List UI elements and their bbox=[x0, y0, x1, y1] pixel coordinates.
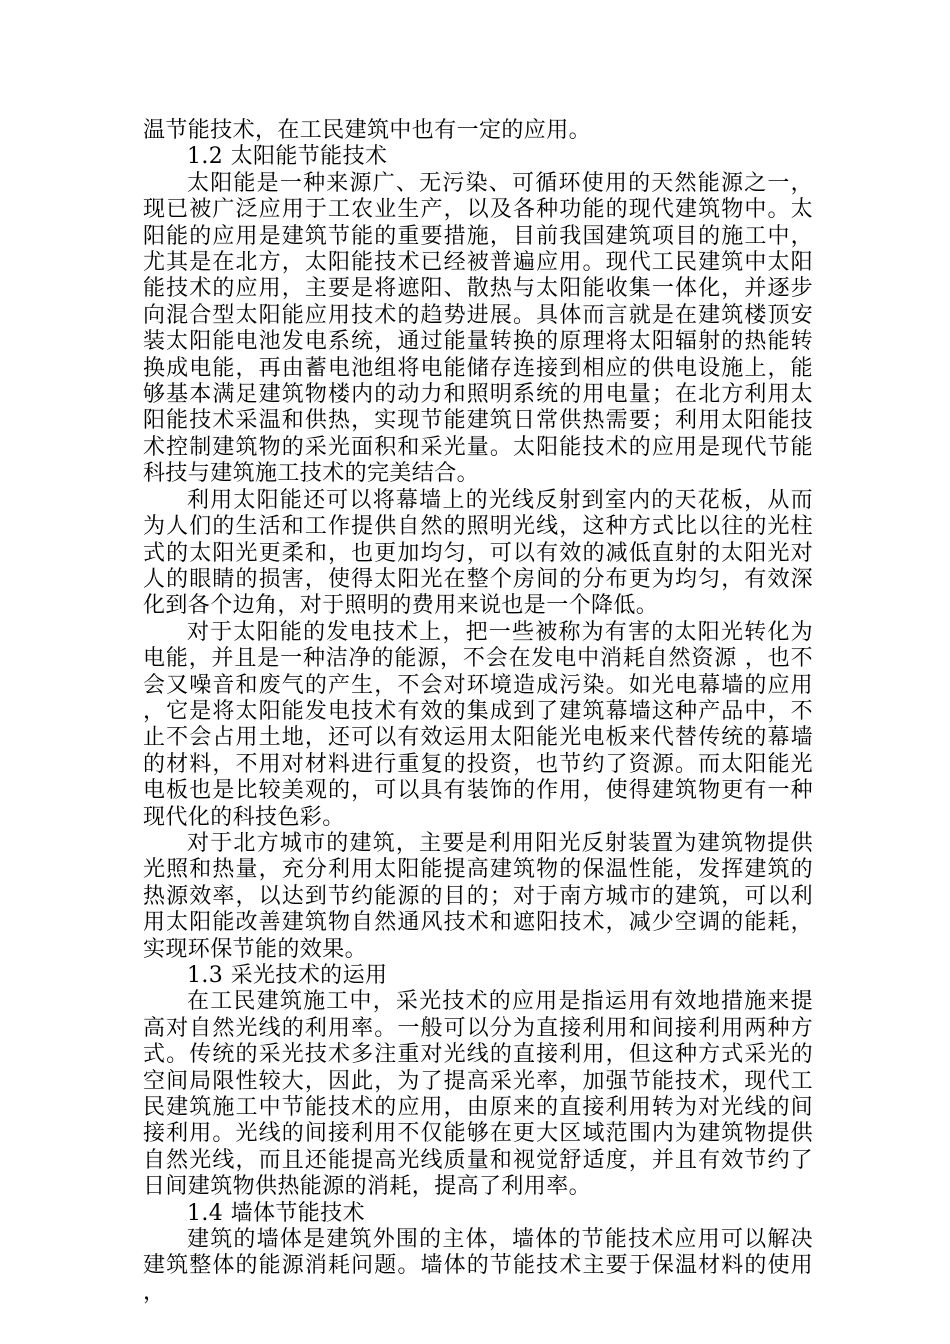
paragraph-solar-regional: 对于北方城市的建筑，主要是利用阳光反射装置为建筑物提供光照和热量，充分利用太阳能提高建筑物的保温性能，发挥建筑的热源效率，以达到节约能源的目的；对于南方城市的建筑，可以利用太阳能改善建筑物自然通风技术和遮阳技术，减少空调的能耗，实现环保节能的效果。 bbox=[143, 830, 813, 962]
section-heading-1-3: 1.3 采光技术的运用 bbox=[187, 963, 388, 988]
section-heading-1-4: 1.4 墙体节能技术 bbox=[187, 1200, 365, 1226]
section-heading-1-2: 1.2 太阳能节能技术 bbox=[187, 144, 388, 170]
paragraph-solar-power: 对于太阳能的发电技术上，把一些被称为有害的太阳光转化为电能，并且是一种洁净的能源，不会在发电中消耗自然资源 ，也不会又噪音和废气的产生，不会对环境造成污染。如光电幕墙的应用，它是将太阳能发电技术有效的集成到了建筑幕墙这种产品中，不止不会占用土地，还可以有效运用太阳能光电板来代替传统的幕墙的材料，不用对材料进行重复的投资，也节约了资源。而太阳能光电板也是比较美观的，可以具有装饰的作用，使得建筑物更有一种现代化的科技色彩。 bbox=[143, 619, 813, 830]
paragraph-solar-reflection: 利用太阳能还可以将幕墙上的光线反射到室内的天花板，从而为人们的生活和工作提供自然的照明光线，这种方式比以往的光柱式的太阳光更柔和，也更加均匀，可以有效的减低直射的太阳光对人的眼睛的损害，使得太阳光在整个房间的分布更为均匀，有效深化到各个边角，对于照明的费用来说也是一个降低。 bbox=[143, 487, 813, 619]
paragraph-solar-overview: 太阳能是一种来源广、无污染、可循环使用的天然能源之一，现已被广泛应用于工农业生产，以及各种功能的现代建筑物中。太阳能的应用是建筑节能的重要措施，目前我国建筑项目的施工中，尤其是在北方，太阳能技术已经被普遍应用。现代工民建筑中太阳能技术的应用，主要是将遮阳、散热与太阳能收集一体化，并逐步向混合型太阳能应用技术的趋势进展。具体而言就是在建筑楼顶安装太阳能电池发电系统，通过能量转换的原理将太阳辐射的热能转换成电能，再由蓄电池组将电能储存连接到相应的供电设施上，能够基本满足建筑物楼内的动力和照明系统的用电量；在北方利用太阳能技术采温和供热，实现节能建筑日常供热需要；利用太阳能技术控制建筑物的采光面积和采光量。太阳能技术的应用是现代节能科技与建筑施工技术的完美结合。 bbox=[143, 170, 813, 487]
document-page bbox=[143, 118, 813, 1306]
paragraph-daylighting: 在工民建筑施工中，采光技术的应用是指运用有效地措施来提高对自然光线的利用率。一般可以分为直接利用和间接利用两种方式。传统的采光技术多注重对光线的直接利用，但这种方式采光的空间局限性较大，因此，为了提高采光率，加强节能技术，现代工民建筑施工中节能技术的应用，由原来的直接利用转为对光线的间接利用。光线的间接利用不仅能够在更大区域范围内为建筑物提供自然光线，而且还能提高光线质量和视觉舒适度，并且有效节约了日间建筑物供热能源的消耗，提高了利用率。 bbox=[143, 989, 813, 1200]
paragraph-continuation: 温节能技术，在工民建筑中也有一定的应用。 bbox=[143, 118, 592, 143]
paragraph-wall-insulation: 建筑的墙体是建筑外围的主体，墙体的节能技术应用可以解决建筑整体的能源消耗问题。墙体的节能技术主要于保温材料的使用， bbox=[143, 1227, 813, 1305]
